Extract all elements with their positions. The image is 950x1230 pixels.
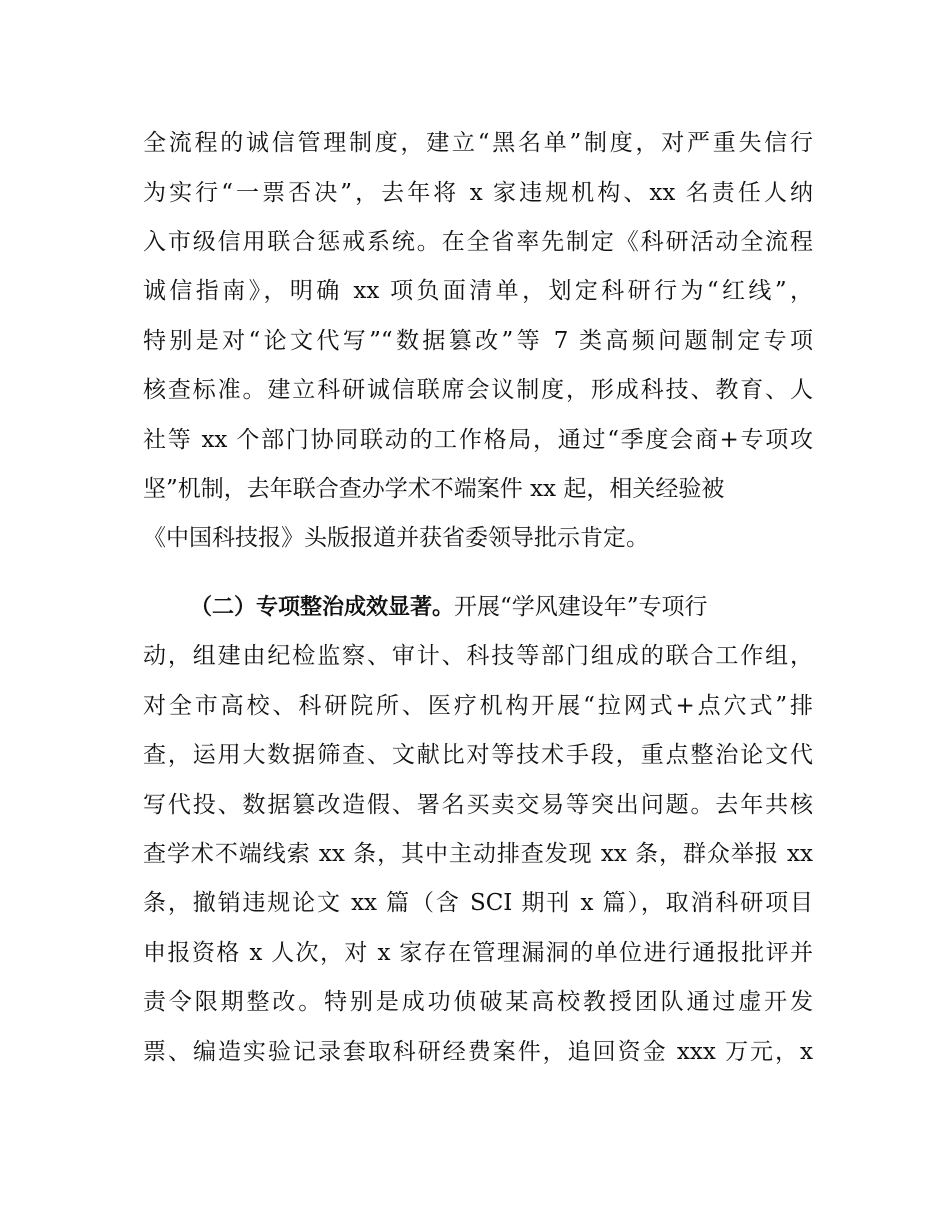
section-heading: （二）专项整治成效显著。 [190, 595, 455, 620]
paragraph-2-line-10: 票、编造实验记录套取科研经费案件，追回资金 xxx 万元，x [143, 1039, 813, 1065]
paragraph-2-line-6: 查学术不端线索 xx 条，其中主动排查发现 xx 条，群众举报 xx [143, 841, 813, 867]
paragraph-1-line-5: 特别是对“论文代写”“数据篡改”等 7 类高频问题制定专项 [143, 328, 813, 354]
paragraph-1-line-9: 《中国科技报》头版报道并获省委领导批示肯定。 [143, 525, 649, 551]
paragraph-1-line-1: 全流程的诚信管理制度，建立“黑名单”制度，对严重失信行 [143, 130, 813, 156]
paragraph-2-line-5: 写代投、数据篡改造假、署名买卖交易等突出问题。去年共核 [143, 792, 813, 818]
paragraph-1-line-4: 诚信指南》，明确 xx 项负面清单，划定科研行为“红线”， [143, 278, 813, 304]
paragraph-2-line-9: 责令限期整改。特别是成功侦破某高校教授团队通过虚开发 [143, 989, 813, 1015]
paragraph-2-first-line-text: 开展“学风建设年”专项行 [454, 594, 708, 620]
paragraph-2-line-4: 查，运用大数据筛查、文献比对等技术手段，重点整治论文代 [143, 742, 813, 768]
paragraph-1-line-7: 社等 xx 个部门协同联动的工作格局，通过“季度会商+专项攻 [143, 427, 813, 453]
paragraph-2-line-3: 对全市高校、科研院所、医疗机构开展“拉网式+点穴式”排 [143, 693, 813, 719]
paragraph-1-line-8: 坚”机制，去年联合查办学术不端案件 xx 起，相关经验被 [143, 476, 725, 502]
paragraph-1-line-3: 入市级信用联合惩戒系统。在全省率先制定《科研活动全流程 [143, 229, 813, 255]
paragraph-2-line-2: 动，组建由纪检监察、审计、科技等部门组成的联合工作组， [143, 643, 813, 669]
paragraph-2-line-7: 条，撤销违规论文 xx 篇（含 SCI 期刊 x 篇），取消科研项目 [143, 890, 813, 916]
paragraph-2-line-1 [190, 587, 813, 627]
paragraph-2-line-8: 申报资格 x 人次，对 x 家存在管理漏洞的单位进行通报批评并 [143, 940, 813, 966]
paragraph-1-line-2: 为实行“一票否决”，去年将 x 家违规机构、xx 名责任人纳 [143, 180, 813, 206]
paragraph-1-line-6: 核查标准。建立科研诚信联席会议制度，形成科技、教育、人 [143, 377, 813, 403]
